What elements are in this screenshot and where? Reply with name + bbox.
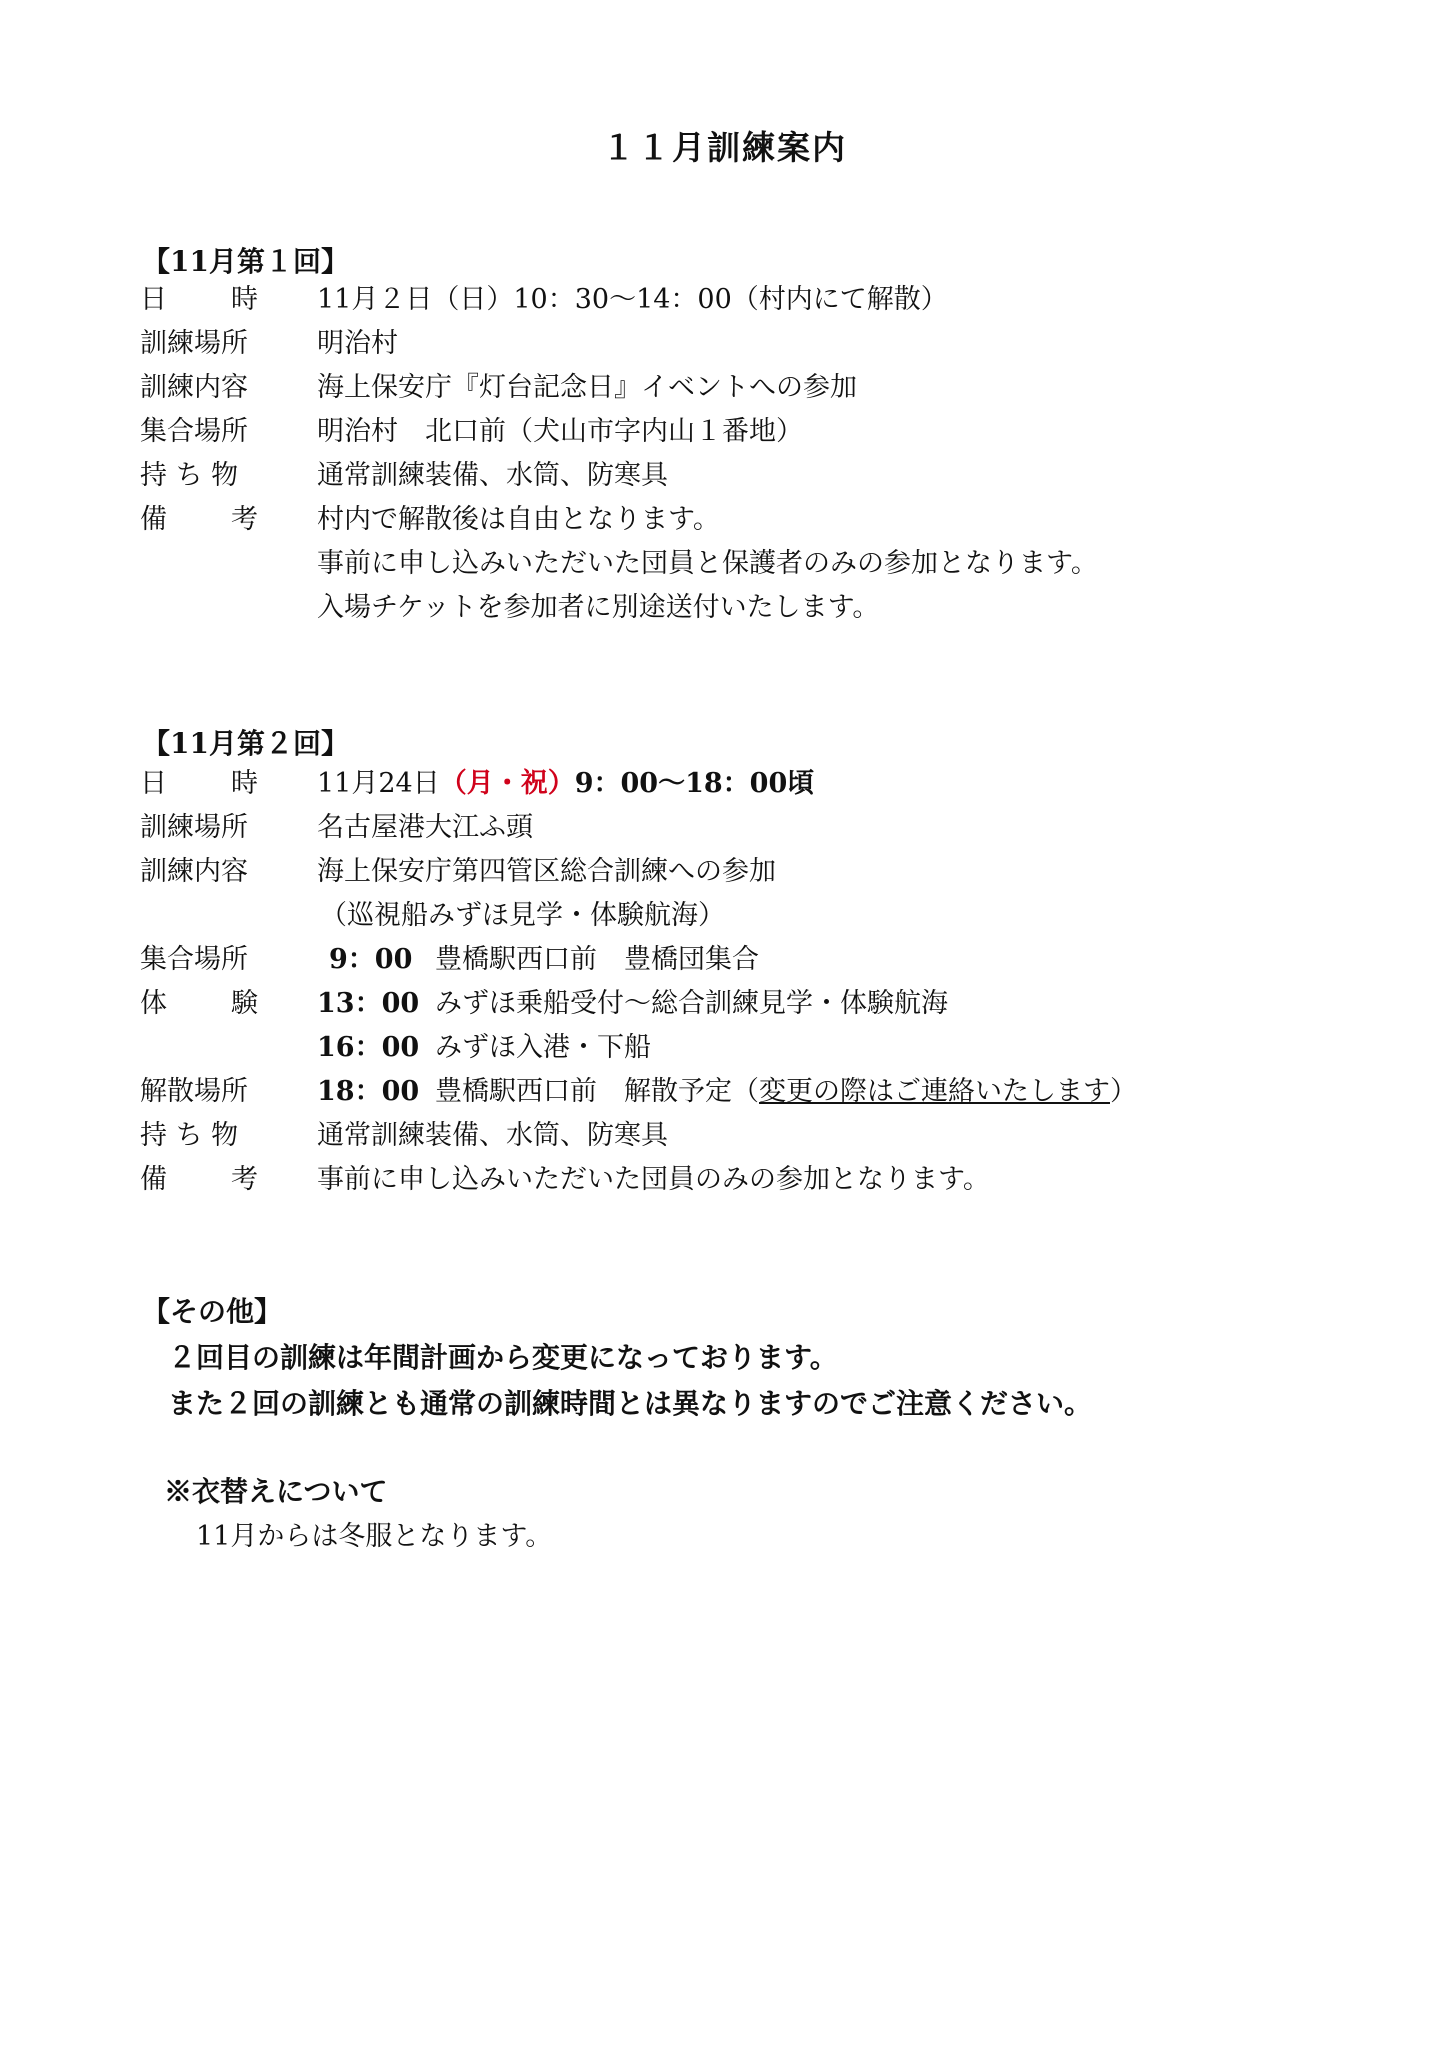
s1-meet-label: 集合場所 [140,416,248,447]
s2-exp-label: 体 験 [140,988,258,1019]
s2-items: 通常訓練装備、水筒、防寒具 [317,1120,668,1151]
other-line-1: ２回目の訓練は年間計画から変更になっております。 [168,1341,838,1374]
s2-content-2: （巡視船みずほ見学・体験航海） [320,900,725,931]
s2-content-label: 訓練内容 [140,856,248,887]
s2-notes-label: 備 考 [140,1164,258,1195]
section-1-heading: 【11月第１回】 [142,245,349,278]
s1-note-2: 事前に申し込みいただいた団員と保護者のみの参加となります。 [317,548,1098,579]
s2-exp-1: 13：00 みずほ乗船受付～総合訓練見学・体験航海 [317,988,948,1019]
uniform-change-text: 11月からは冬服となります。 [196,1521,553,1552]
s2-items-label: 持 ち 物 [140,1120,239,1151]
s1-notes-label: 備 考 [140,504,258,535]
s1-datetime: 11月２日（日）10：30～14：00（村内にて解散） [317,284,948,315]
s2-dismiss-label: 解散場所 [140,1076,248,1107]
s1-note-1: 村内で解散後は自由となります。 [317,504,720,535]
uniform-change-heading: ※衣替えについて [164,1475,388,1508]
s1-meet: 明治村 北口前（犬山市字内山１番地） [317,416,803,447]
s2-content: 海上保安庁第四管区総合訓練への参加 [317,856,776,887]
s2-datetime: 11月24日（月・祝）9：00～18：00頃 [317,768,815,799]
s1-content-label: 訓練内容 [140,372,248,403]
s2-place-label: 訓練場所 [140,812,248,843]
s1-place: 明治村 [317,328,398,359]
s2-holiday-mark: （月・祝） [439,768,575,799]
s2-meet-label: 集合場所 [140,944,248,975]
s2-meet: 9：00 豊橋駅西口前 豊橋団集合 [329,944,759,975]
s2-exp-2: 16：00 みずほ入港・下船 [317,1032,651,1063]
page-title: １１月訓練案内 [602,128,847,167]
s1-items: 通常訓練装備、水筒、防寒具 [317,460,668,491]
section-2-heading: 【11月第２回】 [142,727,349,760]
s1-datetime-label: 日 時 [140,284,258,315]
s2-datetime-label: 日 時 [140,768,258,799]
s2-note: 事前に申し込みいただいた団員のみの参加となります。 [317,1164,990,1195]
s2-dismiss: 18：00 豊橋駅西口前 解散予定（変更の際はご連絡いたします） [317,1076,1137,1107]
s1-items-label: 持 ち 物 [140,460,239,491]
s1-note-3: 入場チケットを参加者に別途送付いたします。 [317,592,880,623]
other-heading: 【その他】 [142,1295,283,1328]
s2-place: 名古屋港大江ふ頭 [317,812,533,843]
s1-content: 海上保安庁『灯台記念日』イベントへの参加 [317,372,857,403]
other-line-2: また２回の訓練とも通常の訓練時間とは異なりますのでご注意ください。 [168,1387,1093,1420]
s1-place-label: 訓練場所 [140,328,248,359]
s2-dismiss-note: 変更の際はご連絡いたします [759,1076,1110,1107]
